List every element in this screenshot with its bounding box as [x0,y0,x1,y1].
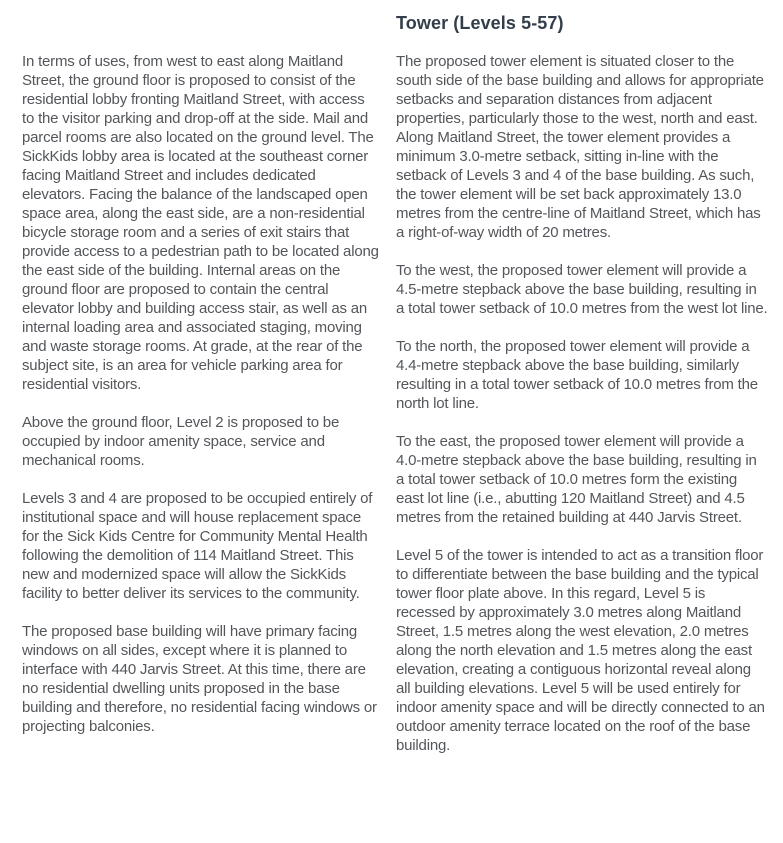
right-paragraph-5: Level 5 of the tower is intended to act as a transition floor to differentiate between the base building and the typical tower floor plate above. In this regard, Level 5 is recessed by approximately 3.0 metres along Maitland Street, 1.5 metres along the west elevation, 2.0 metres along the north elevation and 1.5 metres along the east elevation, creating a contiguous horizontal reveal along all building elevations. Level 5 will be used entirely for indoor amenity space and will be directly connected to an outdoor amenity terrace located on the roof of the base building. [396,547,765,754]
left-paragraph-1: In terms of uses, from west to east along Maitland Street, the ground floor is proposed to consist of the residential lobby fronting Maitland Street, with access to the visitor parking and drop-off at the side. Mail and parcel rooms are also located on the ground level. The SickKids lobby area is located at the southeast corner facing Maitland Street and includes dedicated elevators. Facing the balance of the landscaped open space area, along the east side, are a non-residential bicycle storage room and a series of exit stairs that provide access to a pedestrian path to be located along the east side of the building. Internal areas on the ground floor are proposed to contain the central elevator lobby and building access stair, as well as an internal loading area and associated staging, moving and waste storage rooms. At grade, at the rear of the subject site, is an area for vehicle parking area for residential visitors. [22,53,379,393]
left-paragraph-4: The proposed base building will have primary facing windows on all sides, except where it is planned to interface with 440 Jarvis Street. At this time, there are no residential dwelling units proposed in the base building and therefore, no residential facing windows or projecting balconies. [22,623,377,735]
right-paragraph-1: The proposed tower element is situated closer to the south side of the base building and allows for appropriate setbacks and separation distances from adjacent properties, particularly those to the west, north and east. Along Maitland Street, the tower element provides a minimum 3.0-metre setback, sitting in-line with the setback of Levels 3 and 4 of the base building. As such, the tower element will be set back approximately 13.0 metres from the centre-line of Maitland Street, which has a right-of-way width of 20 metres. [396,53,764,241]
section-heading-tower: Tower (Levels 5-57) [396,13,564,33]
left-paragraph-2: Above the ground floor, Level 2 is proposed to be occupied by indoor amenity space, service and mechanical rooms. [22,414,340,469]
left-paragraph-3: Levels 3 and 4 are proposed to be occupied entirely of institutional space and will house replacement space for the Sick Kids Centre for Community Mental Health following the demolition of 114 Maitland Street. This new and modernized space will allow the SickKids facility to better deliver its services to the community. [22,490,373,602]
right-paragraph-3: To the north, the proposed tower element will provide a 4.4-metre stepback above the base building, similarly resulting in a total tower setback of 10.0 metres from the north lot line. [396,338,758,412]
right-paragraph-2: To the west, the proposed tower element will provide a 4.5-metre stepback above the base building, resulting in a total tower setback of 10.0 metres from the west lot line. [396,262,768,317]
right-text-column [396,12,768,843]
right-paragraph-4: To the east, the proposed tower element will provide a 4.0-metre stepback above the base building, resulting in a total tower setback of 10.0 metres form the existing east lot line (i.e., abutting 120 Maitland Street) and 4.5 metres from the retained building at 440 Jarvis Street. [396,433,757,526]
left-text-column [22,52,380,843]
